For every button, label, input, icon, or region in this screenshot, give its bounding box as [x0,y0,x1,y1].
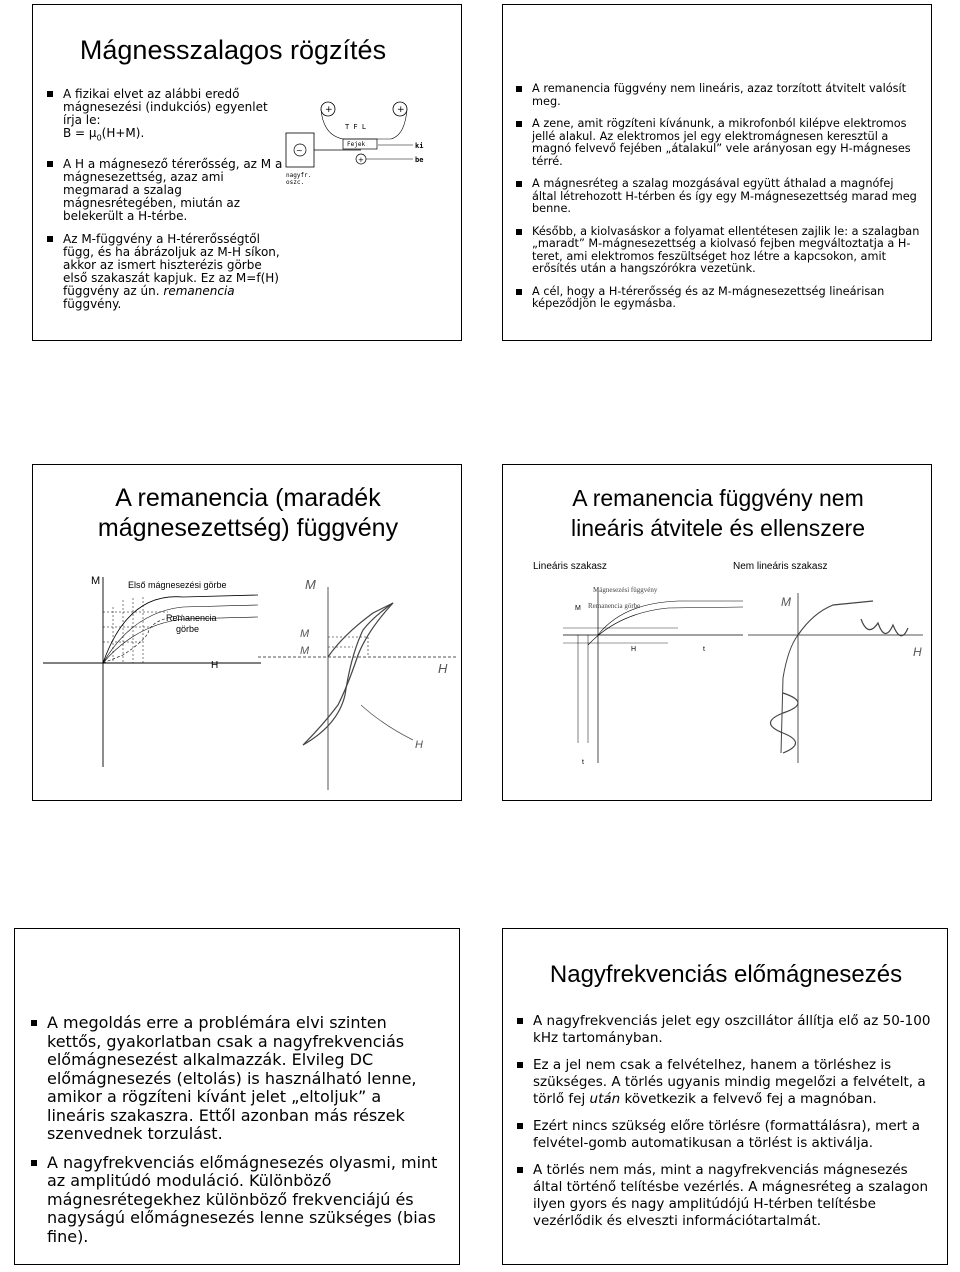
slide-1-title: Mágnesszalagos rögzítés [79,35,387,65]
nonlinear-transfer-sketch [743,583,928,768]
slide-7 [14,928,460,1265]
bullet-2: Ez a jel nem csak a felvételhez, hanem a törléshez is szükséges. A törlés ugyanis mindig megelőzi a felvételt, a törlő fej után következik a felvevő fej a magnóban. [517,1057,935,1108]
slide-1 [32,4,462,341]
bullet-2: A zene, amit rögzíteni kívánunk, a mikrofonból kilépve elektromos jellé alakul. Az elektromos jel egy elektromágnesen keresztül a magnó felvevő fejében „átalakul” vele arányosan egy H-mágneses térré. [516,118,921,168]
out-label: ki [415,142,424,150]
slide-2 [502,4,932,341]
slide-4 [502,464,932,801]
slide-3 [32,464,462,801]
bullet-5: A cél, hogy a H-térerősség és az M-mágnesezettség lineárisan képeződjön le egymásba. [516,286,921,311]
bullet-3: A mágnesréteg a szalag mozgásával együtt áthalad a magnófej által létrehozott H-térben és így egy M-mágnesezettség marad meg benne. [516,178,921,216]
bullet-1: A remanencia függvény nem lineáris, azaz torzított átvitelt valósít meg. [516,83,921,108]
hw-m1-label: M [300,628,310,640]
bullet-2: A nagyfrekvenciás előmágnesezés olyasmi, mint az amplitúdó moduláció. Különböző mágnesrétegekhez különböző frekvenciájú és nagyságú előmágnesezés lenne szükséges (bias fine). [31,1154,439,1247]
bullet-1: A nagyfrekvenciás jelet egy oszcillátor állítja elő az 50-100 kHz tartományban. [517,1013,935,1047]
remanence-curve-label: Remanencia görbe [588,602,641,610]
hw-m-label: M [781,595,791,609]
in-label: be [415,156,424,164]
t-axis-label-vertical: t [582,759,584,766]
h-axis-label: H [631,646,637,653]
t-axis-label: t [703,646,705,653]
bullet-1: A megoldás erre a problémára elvi szinten kettős, gyakorlatban csak a nagyfrekvenciás előmágnesezést alkalmazzák. Elvileg DC előmágnesezés (eltolás) is használható lenne, amikor a rögzíteni kívánt jelet „eltoljuk” a lineáris szakaszra. Ettől azonban más részek szenvednek torzulást. [31,1014,439,1144]
hw-h1-label: H [415,739,423,751]
osc-label-1: nagyfr. [286,172,312,179]
plus-icon: + [325,105,333,115]
tfl-label: T F L [345,123,367,131]
m-axis-label: M [575,605,581,612]
slide-8-bullets [517,1013,935,1240]
heads-label: Fejek [347,141,366,148]
hw-h-label: H [438,661,448,676]
slide-2-bullets [516,83,921,321]
slide-7-bullets [31,1014,439,1256]
plus-icon: + [397,105,405,115]
slide-4-title: A remanencia függvény nem lineáris átvitele és ellenszere [570,485,866,541]
formula: $B = \mu_0(H+M)$. [63,126,145,143]
m-axis-label: M [91,575,101,587]
first-magnetization-label: Első mágnesezési görbe [128,580,227,590]
svg-text:~: ~ [296,146,303,155]
osc-label-2: oszc. [286,179,305,185]
bullet-4: A törlés nem más, mint a nagyfrekvenciás mágnesezés által történő telítésbe vezérlés. A mágnesréteg a szalagon ilyen gyors és nagy amplitúdójú H-térben telítésbe vezérlődik és elveszti információtartalmát. [517,1162,935,1230]
hw-m2-label: M [300,645,310,657]
bullet-3: Ezért nincs szükség előre törlésre (formattálásra), mert a felvétel-gomb automatikusan a törlést is aktiválja. [517,1118,935,1152]
bullet-3: Az M-függvény a H-térerősségtől függ, és ha ábrázoljuk az M-H síkon, akkor az ismert hiszterézis görbe első szakaszát kapjuk. Ez az M=f(H) függvény az ún. remanencia függvény. [47,233,287,311]
hysteresis-sketch [253,575,462,795]
slide-1-bullets [47,88,287,321]
h-axis-label: H [211,660,219,671]
hw-h-label: H [913,645,922,659]
hw-m-label: M [305,577,316,592]
svg-text:+: + [358,156,364,164]
slide-3-title: A remanencia (maradék mágnesezettség) függvény [97,484,399,542]
linear-transfer-chart [558,583,748,768]
bullet-4: Később, a kiolvasáskor a folyamat ellentétesen zajlik le: a szalagban „maradt” M-mágnesezettség a kiolvasó fejben megváltoztatja a H-teret, ami elektromos feszültséget hoz létre a kapcsokon, amit erősítés után a hangszórókra vezetünk. [516,226,921,276]
tape-recorder-diagram [283,95,462,185]
remanence-curve-label-2: görbe [176,624,200,634]
remanence-curve-label-1: Remanencia [166,613,217,623]
slide-8-title: Nagyfrekvenciás előmágnesezés [549,961,903,988]
slide-8 [502,928,948,1265]
bullet-1: A fizikai elvet az alábbi eredő mágnesezési (indukciós) egyenlet írja le: $B = \mu_0(H+M)$. [47,88,287,144]
magnetization-function-label: Mágnesezési függvény [593,586,658,594]
nonlinear-section-label: Nem lineáris szakasz [733,561,828,572]
linear-section-label: Lineáris szakasz [533,561,607,572]
bullet-2: A H a mágnesező térerősség, az M a mágnesezettség, azaz ami megmarad a szalag mágnesrétegében, miután az belekerült a H-térbe. [47,158,287,223]
remanence-curve-chart [33,567,263,787]
